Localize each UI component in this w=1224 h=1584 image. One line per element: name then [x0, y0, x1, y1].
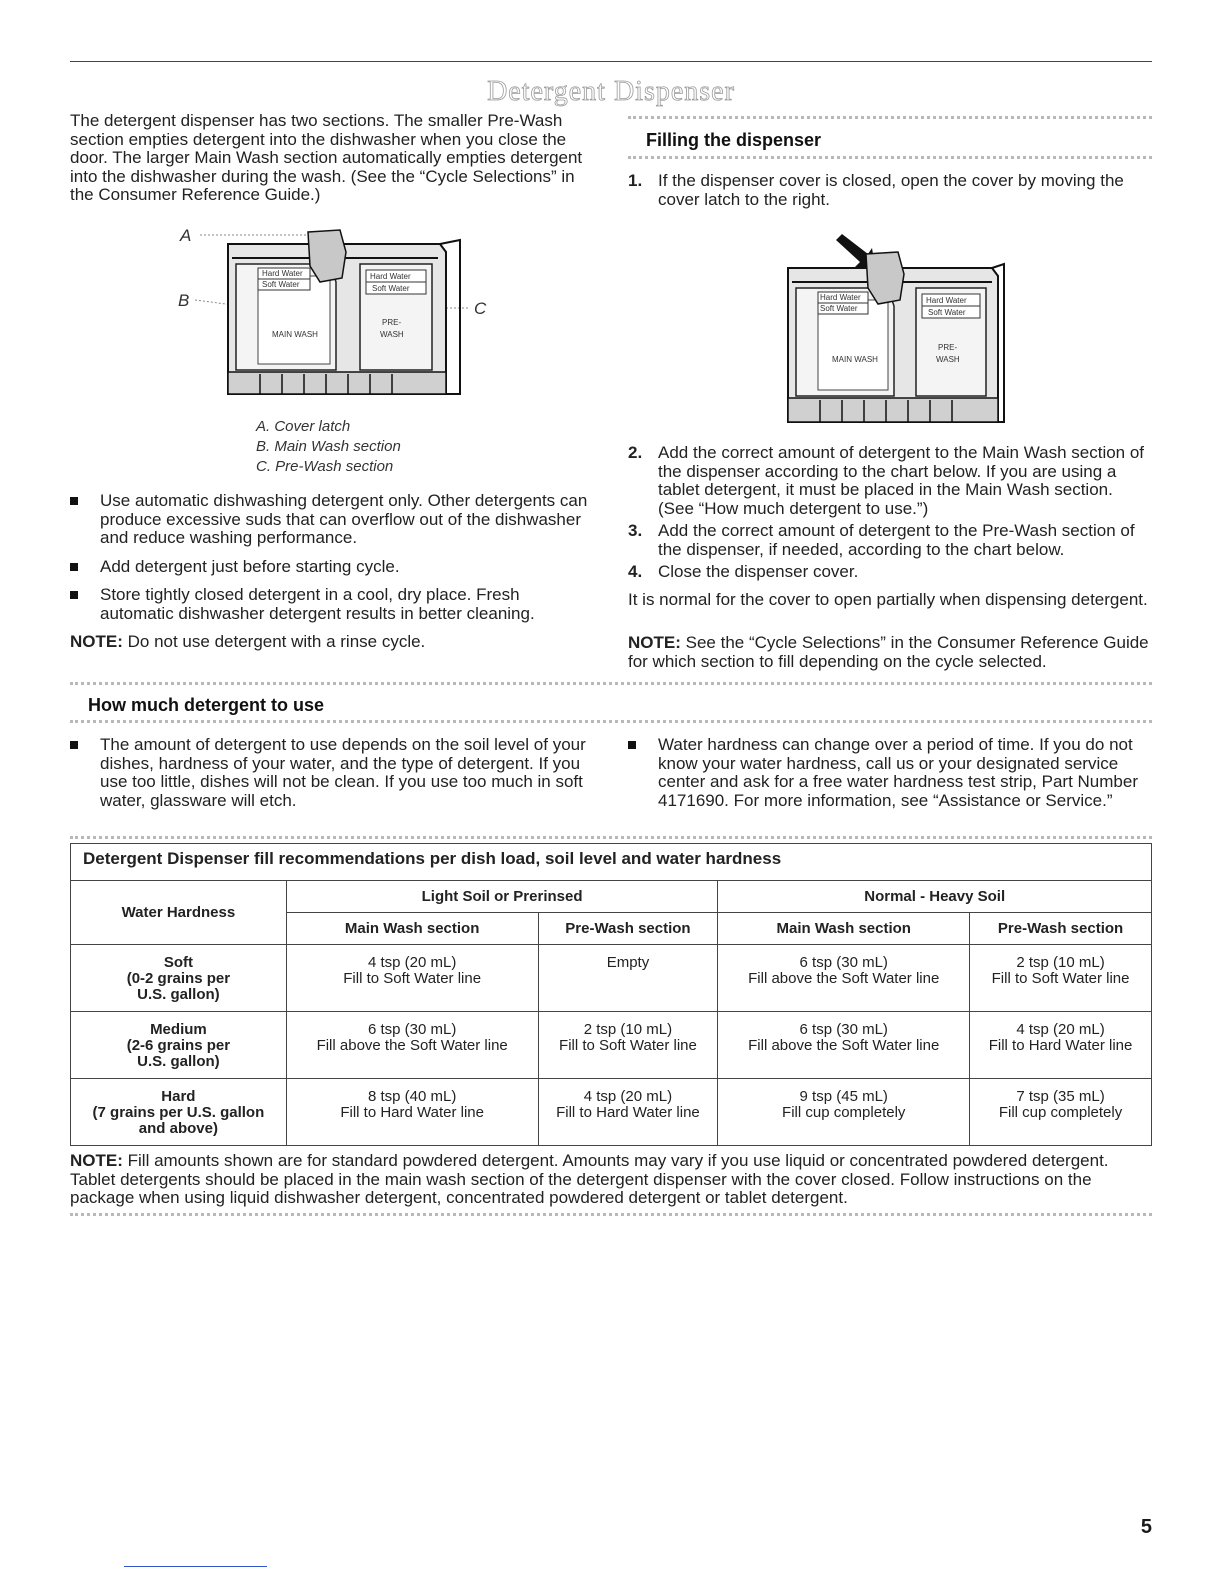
list-item-text: Store tightly closed detergent in a cool, dry place. Fresh automatic dishwasher detergent results in better cleaning.: [100, 585, 535, 623]
row-header-line: Hard: [161, 1088, 196, 1105]
table-cell: [538, 1012, 718, 1079]
row-header: [71, 1079, 287, 1146]
row-header-line: Medium: [150, 1021, 207, 1038]
table-row: [71, 1079, 1152, 1146]
label-hard-water: Hard Water: [262, 269, 303, 278]
table-cell: [970, 1079, 1152, 1146]
row-header-line: U.S. gallon): [137, 986, 220, 1003]
header-light-soil: Light Soil or Prerinsed: [286, 881, 718, 913]
cell-instruction: Fill to Hard Water line: [340, 1104, 484, 1121]
cell-amount: 6 tsp (30 mL): [799, 954, 888, 971]
row-header-line: (2-6 grains per: [126, 1037, 231, 1054]
header-main-wash: Main Wash section: [718, 913, 970, 945]
callout-c: C: [474, 299, 487, 318]
step-number: 2.: [628, 443, 643, 462]
header-pre-wash: Pre-Wash section: [970, 913, 1152, 945]
step-number: 3.: [628, 521, 643, 540]
cell-amount: 6 tsp (30 mL): [799, 1021, 888, 1038]
label-pre: PRE-: [938, 343, 958, 352]
list-item-text: Use automatic dishwashing detergent only. Other detergents can produce excessive suds that can overflow out of the dishwasher and reduce washing performance.: [100, 491, 588, 547]
divider: [628, 156, 1152, 159]
list-item: [70, 558, 590, 577]
header-main-wash: Main Wash section: [286, 913, 538, 945]
bottom-note: [70, 1152, 1152, 1208]
figure-captions: [256, 417, 496, 477]
cell-instruction: Fill above the Soft Water line: [316, 1037, 508, 1054]
list-item: [70, 736, 590, 810]
cell-amount: 4 tsp (20 mL): [367, 954, 457, 971]
row-header-line: (7 grains per U.S. gallon: [92, 1104, 265, 1121]
note-text: Do not use detergent with a rinse cycle.: [127, 632, 426, 651]
label-hard-water: Hard Water: [820, 293, 861, 302]
cell-instruction: Fill to Soft Water line: [991, 970, 1130, 987]
label-soft-water-pre: Soft Water: [928, 308, 966, 317]
row-header-line: U.S. gallon): [137, 1053, 220, 1070]
table-cell: [970, 945, 1152, 1012]
detergent-tips-list: [70, 492, 590, 633]
list-item: [628, 736, 1152, 810]
dispenser-latch-illustration: [760, 232, 1020, 432]
step-text: Close the dispenser cover.: [658, 562, 859, 581]
caption-a: A. Cover latch: [256, 418, 351, 435]
bullet-icon: [70, 591, 78, 599]
note-text: Fill amounts shown are for standard powdered detergent. Amounts may vary if you use liquid or concentrated powdered detergent. Tablet detergents should be placed in the main wash section of the detergent dispenser with the cover closed. Follow instructions on the package when using liquid dishwasher detergent, concentrated powdered detergent or tablet detergent.: [70, 1151, 1109, 1207]
note-label: NOTE:: [70, 1151, 123, 1170]
label-main-wash: MAIN WASH: [272, 330, 318, 339]
note-label: NOTE:: [70, 632, 123, 651]
cell-amount: 6 tsp (30 mL): [367, 1021, 457, 1038]
label-hard-water-pre: Hard Water: [370, 272, 411, 281]
table-cell: [970, 1012, 1152, 1079]
table-cell: [286, 945, 538, 1012]
caption-c: C. Pre-Wash section: [256, 458, 394, 475]
cell-amount: 8 tsp (40 mL): [367, 1088, 457, 1105]
cell-amount: 4 tsp (20 mL): [1016, 1021, 1105, 1038]
cell-amount: 7 tsp (35 mL): [1016, 1088, 1105, 1105]
table-cell: [286, 1079, 538, 1146]
step-number: 1.: [628, 171, 643, 190]
cell-amount: Empty: [606, 954, 650, 971]
how-much-right-list: [628, 736, 1152, 820]
label-soft-water-pre: Soft Water: [372, 284, 410, 293]
list-item: [70, 492, 590, 548]
list-item-text: The amount of detergent to use depends on the soil level of your dishes, hardness of your water, and the type of detergent. If you use too little, dishes will not be clean. If you use too much in soft water, glassware will etch.: [100, 735, 586, 810]
cell-instruction: Fill above the Soft Water line: [748, 1037, 940, 1054]
list-item-text: Add detergent just before starting cycle.: [100, 556, 400, 576]
cell-instruction: Fill above the Soft Water line: [748, 970, 940, 987]
dispenser-diagram: [170, 222, 500, 418]
cell-instruction: Fill to Hard Water line: [988, 1037, 1133, 1054]
divider: [70, 682, 1152, 685]
dispenser-illustration: [170, 222, 500, 418]
callout-b: B: [178, 291, 190, 310]
left-note: [70, 633, 590, 652]
cell-amount: 4 tsp (20 mL): [583, 1088, 673, 1105]
table-cell: [718, 1012, 970, 1079]
list-item: [70, 586, 590, 623]
how-much-heading: How much detergent to use: [88, 695, 325, 715]
list-item: [628, 522, 1152, 559]
cell-instruction: Fill to Hard Water line: [556, 1104, 700, 1121]
table-cell: [286, 1012, 538, 1079]
step-number: 4.: [628, 562, 643, 581]
note-label: NOTE:: [628, 633, 681, 652]
header-heavy-soil: Normal - Heavy Soil: [718, 881, 1152, 913]
row-header-line: (0-2 grains per: [126, 970, 231, 987]
table-cell: [718, 945, 970, 1012]
caption-b: B. Main Wash section: [256, 438, 401, 455]
label-soft-water: Soft Water: [262, 280, 300, 289]
footer-link-line: [124, 1566, 267, 1567]
table-cell: [718, 1079, 970, 1146]
cell-instruction: Fill to Soft Water line: [343, 970, 482, 987]
table-cell: [538, 1079, 718, 1146]
bullet-icon: [70, 741, 78, 749]
row-header: [71, 945, 287, 1012]
list-item: [628, 563, 1152, 582]
page-number: 5: [1140, 1516, 1152, 1538]
divider: [70, 836, 1152, 839]
table-title: Detergent Dispenser fill recommendations per dish load, soil level and water hardness: [71, 844, 1152, 881]
divider: [628, 116, 1152, 119]
label-soft-water: Soft Water: [820, 304, 858, 313]
header-water-hardness: Water Hardness: [71, 881, 287, 945]
table-cell: [538, 945, 718, 1012]
divider: [70, 720, 1152, 723]
header-pre-wash: Pre-Wash section: [538, 913, 718, 945]
label-wash: WASH: [936, 355, 960, 364]
table-row: [71, 1012, 1152, 1079]
cell-instruction: Fill to Soft Water line: [559, 1037, 697, 1054]
cell-instruction: Fill cup completely: [998, 1104, 1123, 1121]
table-row: [71, 945, 1152, 1012]
step-text: Add the correct amount of detergent to the Main Wash section of the dispenser according to the chart below. If you are using a tablet detergent, it must be placed in the Main Wash section. (See “How much detergent to use.”): [658, 443, 1145, 518]
list-item: [628, 444, 1152, 518]
top-rule: [70, 61, 1152, 62]
step-text: If the dispenser cover is closed, open the cover by moving the cover latch to the right.: [658, 171, 1124, 209]
page-title: Detergent Dispenser: [487, 76, 735, 107]
detergent-table: [70, 843, 1152, 1146]
divider: [70, 1213, 1152, 1216]
cell-amount: 9 tsp (45 mL): [799, 1088, 888, 1105]
step-text: Add the correct amount of detergent to the Pre-Wash section of the dispenser, if needed, according to the chart below.: [658, 521, 1135, 559]
label-wash: WASH: [380, 330, 404, 339]
filling-note: [628, 634, 1152, 671]
note-text: See the “Cycle Selections” in the Consumer Reference Guide for which section to fill depending on the cycle selected.: [628, 633, 1149, 671]
callout-a: A: [180, 226, 192, 245]
label-main-wash: MAIN WASH: [832, 355, 878, 364]
bullet-icon: [70, 563, 78, 571]
bullet-icon: [70, 497, 78, 505]
bullet-icon: [628, 741, 636, 749]
cell-instruction: Fill cup completely: [782, 1104, 906, 1121]
cell-amount: 2 tsp (10 mL): [583, 1021, 673, 1038]
filling-step-1: [628, 172, 1152, 209]
dispenser-latch-diagram: [760, 232, 1020, 432]
cell-amount: 2 tsp (10 mL): [1016, 954, 1105, 971]
filling-steps: [628, 444, 1152, 586]
how-much-left-list: [70, 736, 590, 820]
filling-heading: Filling the dispenser: [646, 130, 822, 150]
label-hard-water-pre: Hard Water: [926, 296, 967, 305]
filling-normal-text: It is normal for the cover to open partially when dispensing detergent.: [628, 590, 1148, 609]
row-header: [71, 1012, 287, 1079]
label-pre: PRE-: [382, 318, 402, 327]
row-header-line: Soft: [163, 954, 193, 971]
row-header-line: and above): [138, 1120, 218, 1137]
intro-paragraph: The detergent dispenser has two sections. The smaller Pre-Wash section empties detergent into the dishwasher when you close the door. The larger Main Wash section automatically empties detergent into the dishwasher during the wash. (See the “Cycle Selections” in the Consumer Reference Guide.): [70, 111, 583, 204]
list-item-text: Water hardness can change over a period of time. If you do not know your water hardness, call us or your designated service center and ask for a free water hardness test strip, Part Number 4171690. For more information, see “Assistance or Service.”: [658, 735, 1138, 810]
